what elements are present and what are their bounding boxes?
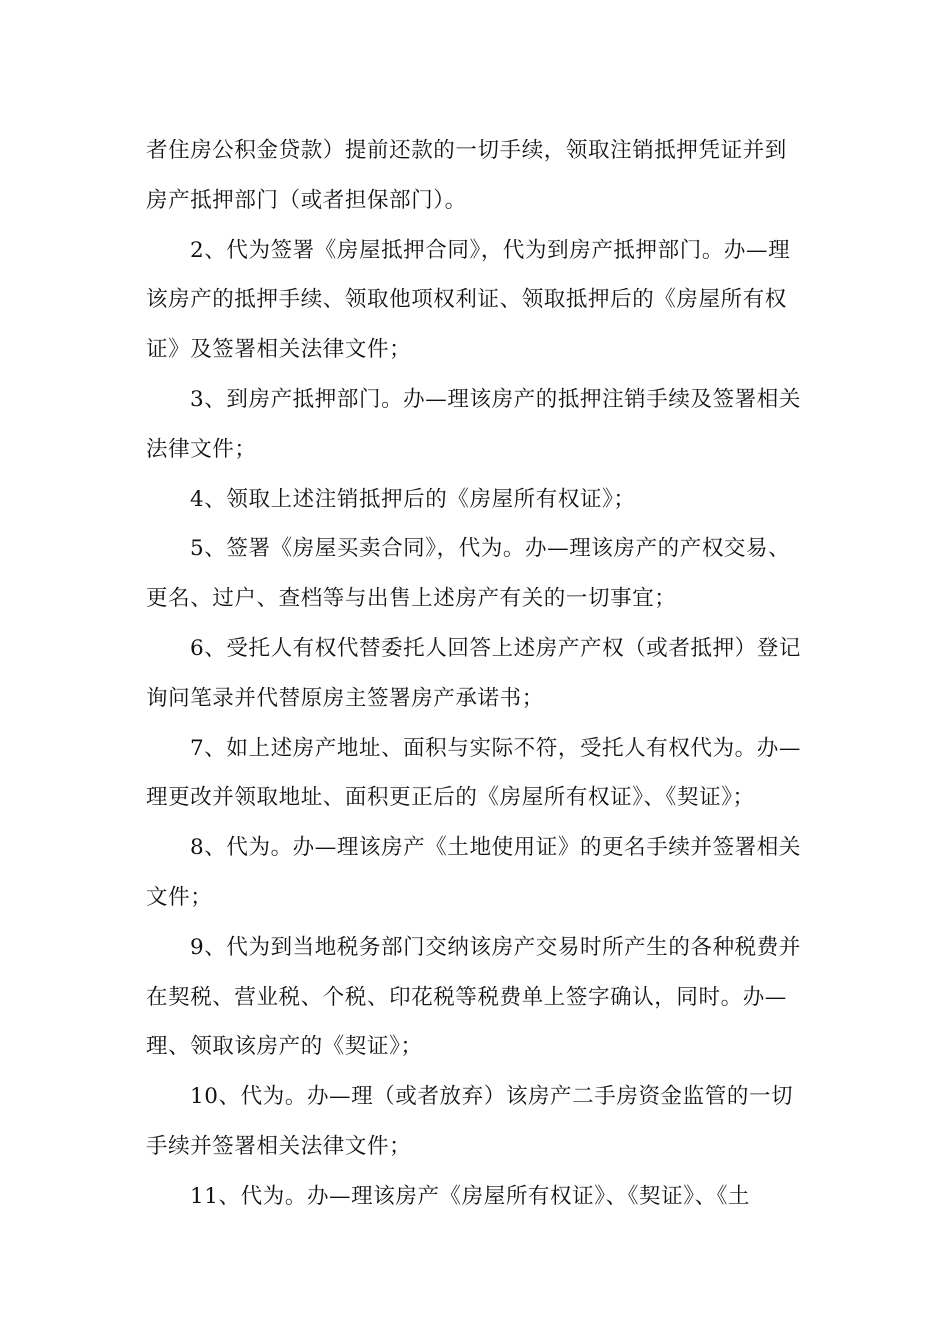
text-line: 证》及签署相关法律文件； [146, 337, 412, 363]
list-item-7-line: 7、如上述房产地址、面积与实际不符，受托人有权代为。办— [190, 735, 801, 761]
text-line: 法律文件； [146, 436, 257, 462]
list-item-3-line: 3、到房产抵押部门。办—理该房产的抵押注销手续及签署相关 [190, 386, 801, 412]
list-item-6-line: 6、受托人有权代替委托人回答上述房产产权（或者抵押）登记 [190, 635, 801, 661]
text-line: 在契税、营业税、个税、印花税等税费单上签字确认，同时。办— [146, 984, 787, 1010]
list-item-9-line: 9、代为到当地税务部门交纳该房产交易时所产生的各种税费并 [190, 934, 801, 960]
list-item-5-line: 5、签署《房屋买卖合同》，代为。办—理该房产的产权交易、 [190, 536, 791, 562]
text-line: 房产抵押部门（或者担保部门）。 [146, 187, 467, 213]
text-line: 询问笔录并代替原房主签署房产承诺书； [146, 685, 544, 711]
list-item-4-line: 4、领取上述注销抵押后的《房屋所有权证》； [190, 486, 636, 512]
document-body [146, 126, 810, 1222]
list-item-8-line: 8、代为。办—理该房产《土地使用证》的更名手续并签署相关 [190, 835, 801, 861]
list-item-10-line: 10、代为。办—理（或者放弃）该房产二手房资金监管的一切 [190, 1084, 794, 1110]
text-line: 手续并签署相关法律文件； [146, 1133, 412, 1159]
list-item-11-line: 11、代为。办—理该房产《房屋所有权证》、《契证》、《土 [190, 1183, 751, 1209]
list-item-2-line: 2、代为签署《房屋抵押合同》，代为到房产抵押部门。办—理 [190, 237, 791, 263]
text-line: 者住房公积金贷款）提前还款的一切手续，领取注销抵押凭证并到 [146, 138, 787, 163]
text-line: 理、领取该房产的《契证》； [146, 1034, 423, 1060]
text-line: 该房产的抵押手续、领取他项权利证、领取抵押后的《房屋所有权 [146, 287, 787, 313]
text-line: 理更改并领取地址、面积更正后的《房屋所有权证》、《契证》； [146, 785, 755, 811]
text-line: 文件； [146, 884, 213, 910]
text-line: 更名、过户、查档等与出售上述房产有关的一切事宜； [146, 586, 677, 612]
